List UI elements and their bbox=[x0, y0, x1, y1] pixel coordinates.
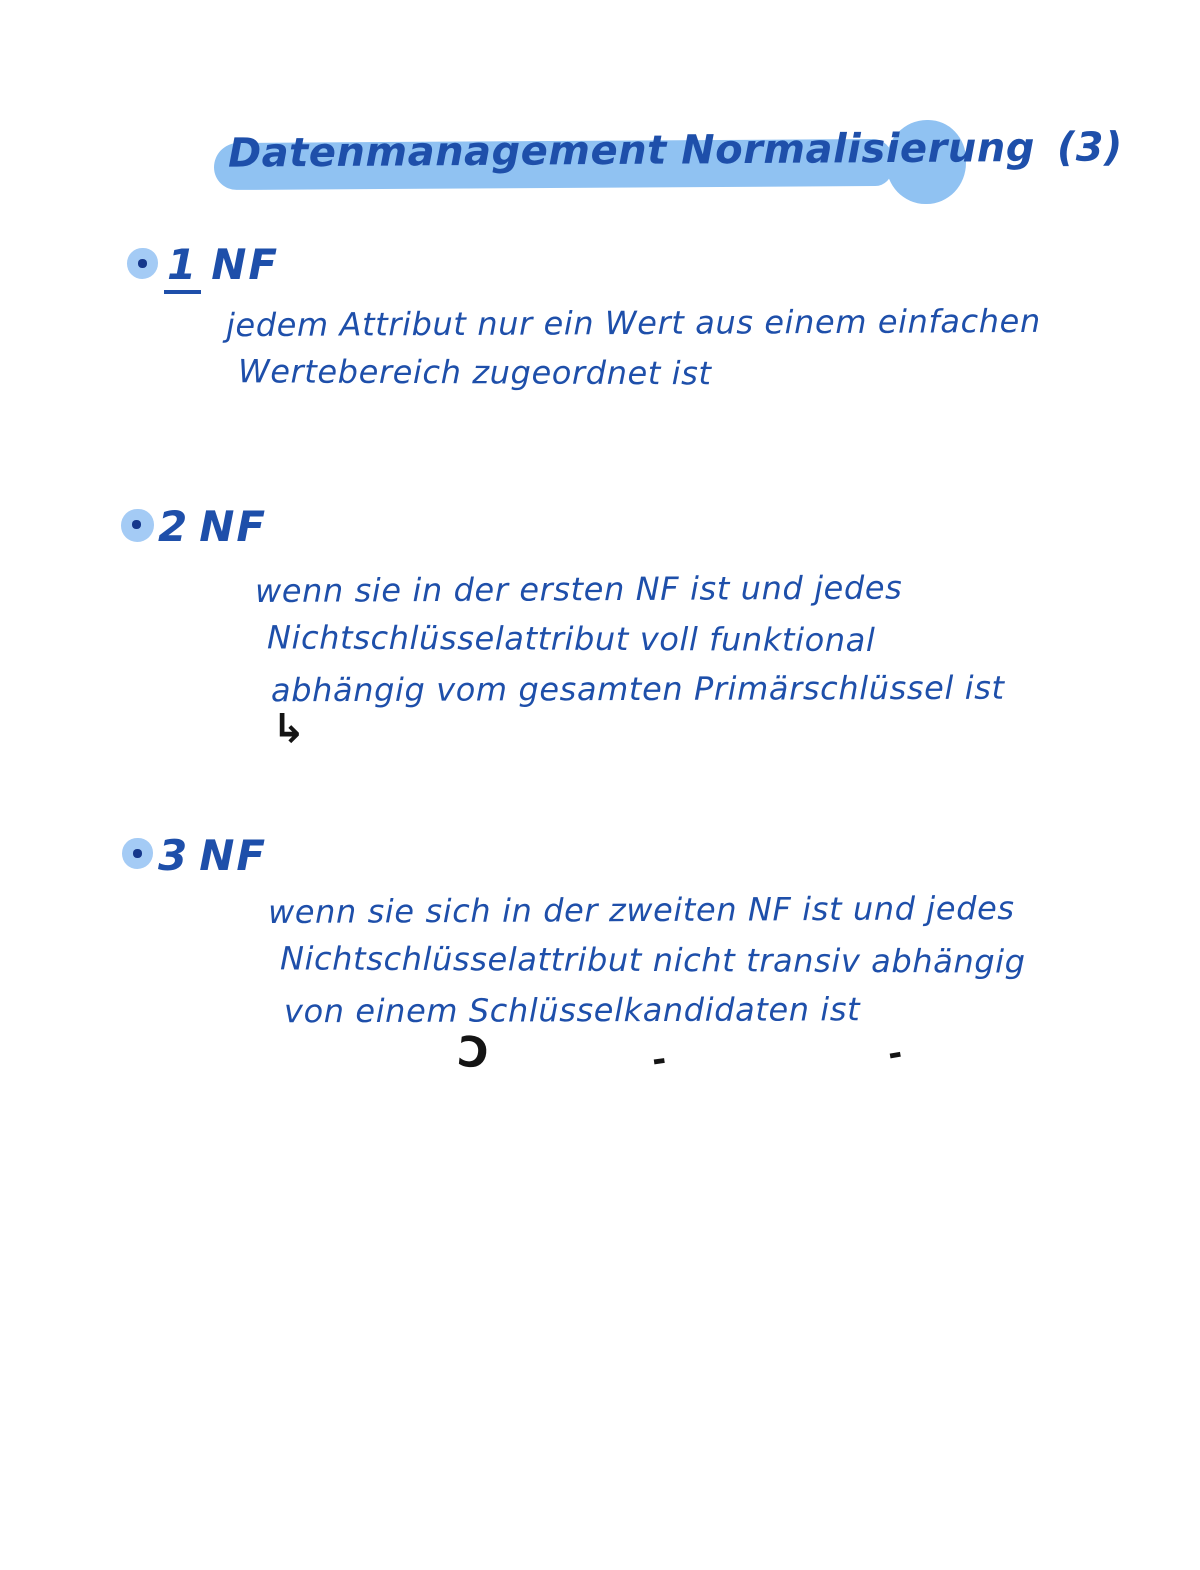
branch-arrow-icon: ↳ bbox=[272, 706, 306, 752]
section-label: NF bbox=[199, 831, 268, 880]
section-label: NF bbox=[199, 502, 268, 551]
section-heading bbox=[164, 240, 279, 289]
section-heading bbox=[158, 502, 267, 551]
section-body bbox=[255, 564, 1005, 714]
section-number: 2 bbox=[158, 502, 190, 551]
section-body bbox=[268, 885, 1026, 1035]
title-main: Datenmanagement Normalisierung bbox=[227, 125, 1036, 177]
note-line: Wertebereich zugeordnet ist bbox=[237, 352, 712, 393]
note-line: von einem Schlüsselkandidaten ist bbox=[283, 990, 861, 1031]
pen-mark-dash: - bbox=[649, 1039, 669, 1081]
title-suffix: (3) bbox=[1056, 124, 1123, 171]
bullet-highlight-icon bbox=[121, 509, 154, 542]
pen-mark-circle: Ɔ bbox=[455, 1026, 492, 1079]
bullet-highlight-icon bbox=[122, 838, 153, 869]
pen-mark-dash: - bbox=[884, 1033, 906, 1075]
note-line: Nichtschlüsselattribut nicht transiv abhängig bbox=[279, 939, 1026, 981]
note-line: wenn sie in der ersten NF ist und jedes bbox=[254, 568, 903, 610]
note-line: abhängig vom gesamten Primärschlüssel ist bbox=[270, 668, 1005, 710]
note-line: jedem Attribut nur ein Wert aus einem einfachen bbox=[225, 301, 1041, 345]
section-heading bbox=[158, 831, 267, 880]
note-line: wenn sie sich in der zweiten NF ist und jedes bbox=[267, 889, 1015, 931]
section-body bbox=[226, 298, 1041, 398]
section-number: 3 bbox=[158, 831, 190, 880]
section-number: 1 bbox=[164, 240, 201, 294]
bullet-highlight-icon bbox=[127, 248, 158, 279]
title-text bbox=[227, 124, 1123, 177]
note-line: Nichtschlüsselattribut voll funktional bbox=[266, 618, 876, 660]
section-label: NF bbox=[211, 240, 280, 289]
